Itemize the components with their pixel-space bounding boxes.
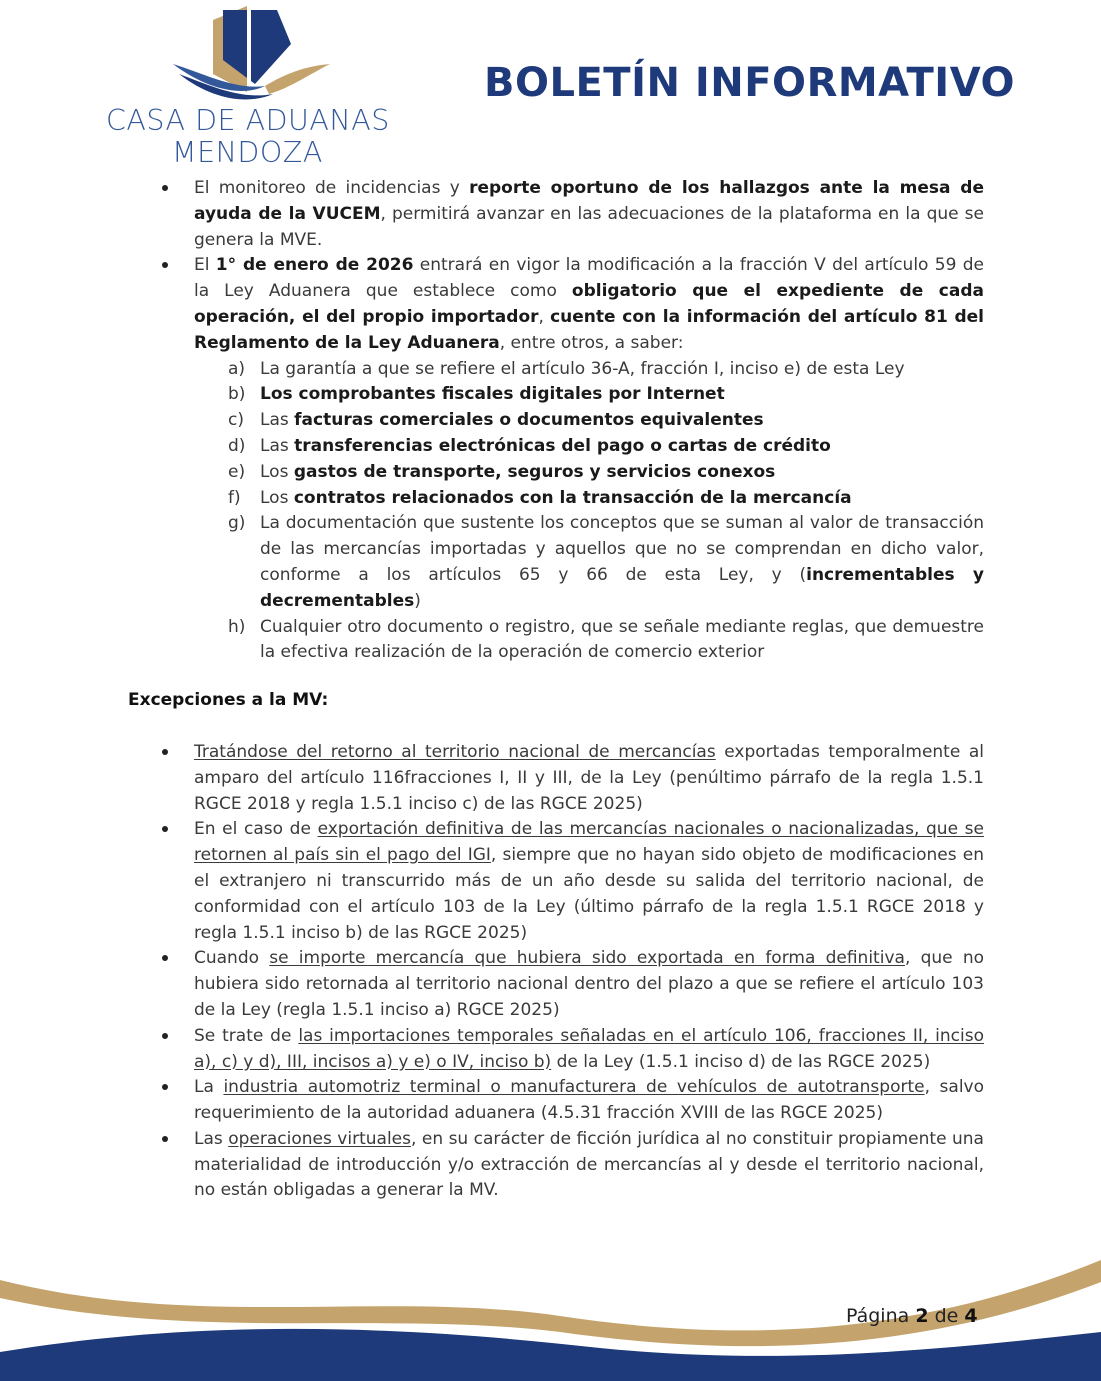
list-item [0,176,984,253]
underlined-text: las importaciones temporales señaladas en el artículo 106, fracciones II, inciso a), c) y d), III, incisos a) y e) o IV, inciso b) [194,1025,984,1072]
text: , [538,306,551,327]
text: , salvo requerimiento de la autoridad aduanera (4.5.31 fracción XVIII de las RGCE 2025) [194,1077,985,1124]
document-body [0,176,1101,1204]
underlined-text: Tratándose del retorno al territorio nacional de mercancías [194,741,716,762]
bold-text: 1° de enero de 2026 [215,255,414,276]
list-item [0,253,984,356]
list-item [0,1024,984,1076]
item-letter: c) [228,410,244,431]
text: Se trate de [194,1025,299,1046]
text: Las [194,1128,229,1149]
text: ) [414,590,421,611]
text: Los [260,487,294,508]
bold-text: gastos de transporte, seguros y servicios conexos [293,461,776,482]
list-item [0,740,984,817]
page-label: Página [846,1305,910,1327]
text: El monitoreo de incidencias y [194,178,470,198]
text: , en su carácter de ficción jurídica al no constituir propiamente una materialidad de introducción y/o extracción de mercancías al y desde el territorio nacional, no están obligadas a generar la MV. [194,1128,984,1201]
text: Las [260,435,295,456]
item-letter: g) [228,513,246,534]
item-letter: f) [228,487,241,508]
text: La documentación que sustente los conceptos que se suman al valor de transacción de las mercancías importadas y aquellos que no se comprendan en dicho valor, conforme a los artículos 65 y 66 de esta Ley, y ( [260,513,984,585]
sub-item-b [0,382,984,408]
top-bullet-list [0,176,1101,357]
underlined-text: industria automotriz terminal o manufacturera de vehículos de autotransporte [223,1077,925,1098]
list-item [0,1075,984,1127]
list-item [0,1127,984,1204]
sub-item-h [0,615,984,667]
item-letter: a) [228,358,246,379]
list-item [0,817,984,946]
item-letter: b) [228,384,246,405]
sub-item-c [0,408,984,434]
total-pages: 4 [964,1305,978,1327]
bold-text: contratos relacionados con la transacción de la mercancía [293,487,852,508]
bulletin-title: BOLETÍN INFORMATIVO [484,60,1015,106]
current-page: 2 [915,1305,929,1327]
sub-item-d [0,434,984,460]
bold-text: Los comprobantes fiscales digitales por Internet [260,384,725,405]
text: Las [260,410,295,431]
item-letter: d) [228,435,246,456]
brand-city: MENDOZA [172,136,323,169]
ship-sail-icon [165,4,335,104]
sub-item-f [0,486,984,512]
sub-item-g [0,511,984,614]
text: Cuando [194,948,270,969]
list-item [0,946,984,1023]
bold-text: reporte oportuno de los hallazgos ante la mesa de ayuda de la VUCEM [194,178,984,224]
bold-text: obligatorio que el expediente de cada operación, el del propio importador [194,281,984,327]
bold-text: transferencias electrónicas del pago o cartas de crédito [294,435,831,456]
text: , siempre que no hayan sido objeto de modificaciones en el extranjero ni transcurrido más de un año desde su salida del territorio nacional, de conformidad con el artículo 103 de la Ley (último párrafo de la regla 1.5.1 RGCE 2018 y regla 1.5.1 inciso b) de las RGCE 2025) [194,845,984,943]
requirements-list [0,357,1101,667]
text: , que no hubiera sido retornada al territorio nacional dentro del plazo a que se refiere el artículo 103 de la Ley (regla 1.5.1 inciso a) RGCE 2025) [194,948,984,1020]
of-label: de [934,1305,959,1327]
underlined-text: operaciones virtuales [228,1128,411,1149]
footer-wave-decoration [0,1220,1101,1381]
text: exportadas temporalmente al amparo del artículo 116fracciones I, II y III, de la Ley (penúltimo párrafo de la regla 1.5.1 RGCE 2018 y regla 1.5.1 inciso c) de las RGCE 2025) [194,741,984,814]
text: El [194,255,216,276]
section-title: Excepciones a la MV: [128,690,329,711]
page-header [0,0,1101,175]
text: , permitirá avanzar en las adecuaciones de la plataforma en la que se genera la MVE. [194,203,984,250]
page-number [846,1305,978,1327]
underlined-text: exportación definitiva de las mercancías nacionales o nacionalizadas, que se retornen al país sin el pago del IGI [194,819,984,866]
bold-text: incrementables y decrementables [260,564,984,611]
sub-item-e [0,460,984,486]
text: En el caso de [194,819,318,840]
bold-text: cuente con la información del artículo 81 del Reglamento de la Ley Aduanera [194,306,984,353]
text: de la Ley (1.5.1 inciso d) de las RGCE 2025) [551,1051,931,1072]
underlined-text: se importe mercancía que hubiera sido exportada en forma definitiva [269,948,905,969]
brand-name: CASA DE ADUANAS [106,104,390,137]
text: , entre otros, a saber: [499,332,684,353]
text: Los [260,461,294,482]
exceptions-list [0,740,1101,1204]
text: La garantía a que se refiere el artículo 36-A, fracción I, inciso e) de esta Ley [260,358,905,379]
item-letter: e) [228,461,246,482]
item-letter: h) [228,616,246,637]
text: entrará en vigor la modificación a la fracción V del artículo 59 de la Ley Aduanera que establece como [194,255,984,302]
text: Cualquier otro documento o registro, que se señale mediante reglas, que demuestre la efectiva realización de la operación de comercio exterior [260,616,984,663]
text: La [194,1077,224,1098]
bold-text: facturas comerciales o documentos equivalentes [294,410,764,431]
sub-item-a [0,357,984,383]
